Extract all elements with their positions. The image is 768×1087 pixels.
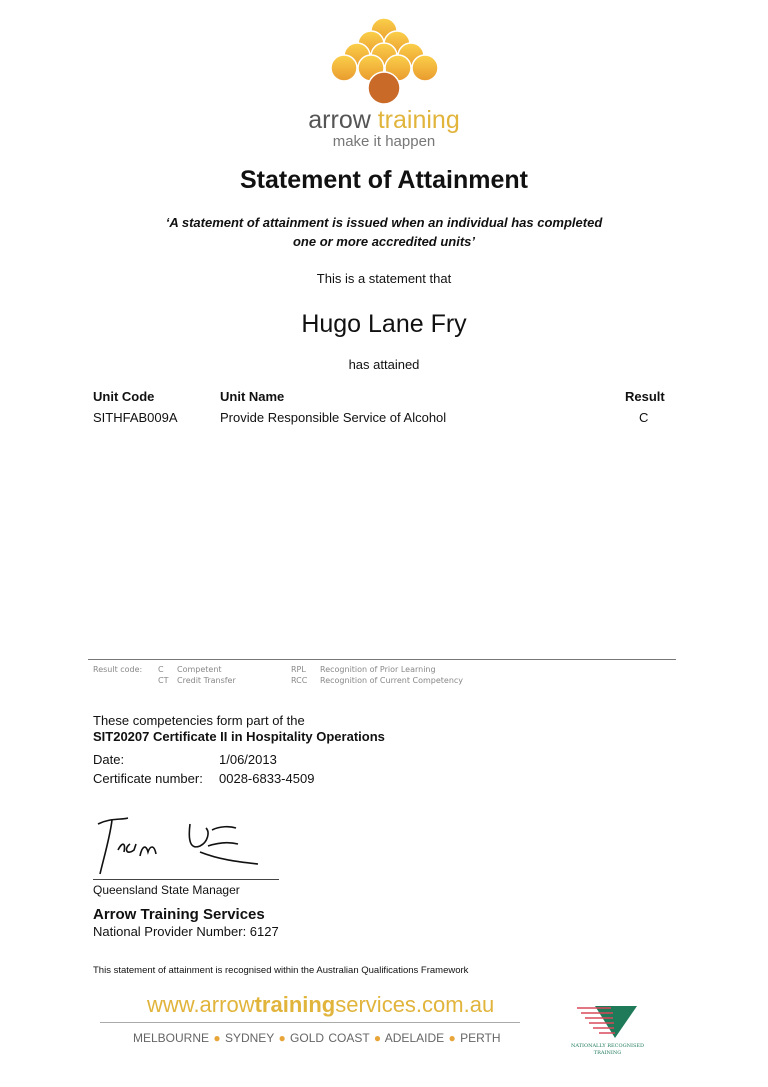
code-c-desc: Competent xyxy=(177,665,222,674)
code-rpl-desc: Recognition of Prior Learning xyxy=(320,665,436,674)
page-title: Statement of Attainment xyxy=(240,166,528,194)
intro-text: This is a statement that xyxy=(316,271,452,286)
aqf-note: This statement of attainment is recognised within the Australian Qualifications Framework xyxy=(93,965,469,976)
cell-unit-code: SITHFAB009A xyxy=(93,410,178,425)
student-name: Hugo Lane Fry xyxy=(301,310,467,338)
nrt-text xyxy=(560,1043,655,1057)
divider xyxy=(88,659,676,660)
cell-result: C xyxy=(639,410,649,425)
logo-wordmark xyxy=(0,106,768,135)
date-label: Date: xyxy=(93,752,125,767)
nrt-line1: NATIONALLY RECOGNISED xyxy=(570,1043,645,1049)
org-name: Arrow Training Services xyxy=(93,906,265,923)
cert-number-label: Certificate number: xyxy=(93,771,203,786)
footer-cities: MELBOURNE ● SYDNEY ● GOLD COAST ● ADELAIDE ● PERTH xyxy=(133,1031,501,1045)
signature-line xyxy=(93,879,279,880)
code-ct: CT xyxy=(158,676,169,685)
header-result: Result xyxy=(625,389,665,404)
signature xyxy=(90,812,270,882)
provider-number: National Provider Number: 6127 xyxy=(93,924,279,939)
city: PERTH xyxy=(460,1031,501,1045)
city: ADELAIDE xyxy=(384,1031,445,1045)
code-ct-desc: Credit Transfer xyxy=(177,676,236,685)
footer-divider xyxy=(100,1022,520,1023)
city: GOLD COAST xyxy=(290,1031,370,1045)
nrt-line2: TRAINING xyxy=(593,1050,622,1056)
code-rpl: RPL xyxy=(291,665,306,674)
logo-word-arrow: arrow xyxy=(308,106,371,134)
cert-number-value: 0028-6833-4509 xyxy=(219,771,315,786)
url-part-1: www.arrow xyxy=(147,992,255,1017)
subtitle-line1: ‘A statement of attainment is issued when an individual has completed xyxy=(165,215,603,230)
competencies-intro: These competencies form part of the xyxy=(93,713,305,728)
code-rcc-desc: Recognition of Current Competency xyxy=(320,676,464,685)
url-part-2: training xyxy=(254,992,336,1017)
logo-tagline: make it happen xyxy=(332,133,436,150)
code-c: C xyxy=(158,665,164,674)
nrt-logo-icon xyxy=(575,1004,640,1042)
header-unit-code: Unit Code xyxy=(93,389,155,404)
city: MELBOURNE xyxy=(133,1031,210,1045)
logo-circles-icon xyxy=(325,14,445,106)
result-code-label: Result code: xyxy=(93,665,143,674)
url-part-3: services.com.au xyxy=(335,992,495,1017)
header-unit-name: Unit Name xyxy=(220,389,285,404)
code-rcc: RCC xyxy=(291,676,308,685)
cell-unit-name: Provide Responsible Service of Alcohol xyxy=(220,410,447,425)
signatory-title: Queensland State Manager xyxy=(93,883,240,897)
qualification: SIT20207 Certificate II in Hospitality Operations xyxy=(93,729,385,744)
logo-word-training: training xyxy=(377,106,460,134)
city: SYDNEY xyxy=(224,1031,275,1045)
date-value: 1/06/2013 xyxy=(219,752,277,767)
subtitle-line2: one or more accredited units’ xyxy=(292,234,476,249)
footer-url[interactable] xyxy=(147,992,494,1018)
attained-text: has attained xyxy=(348,357,420,372)
